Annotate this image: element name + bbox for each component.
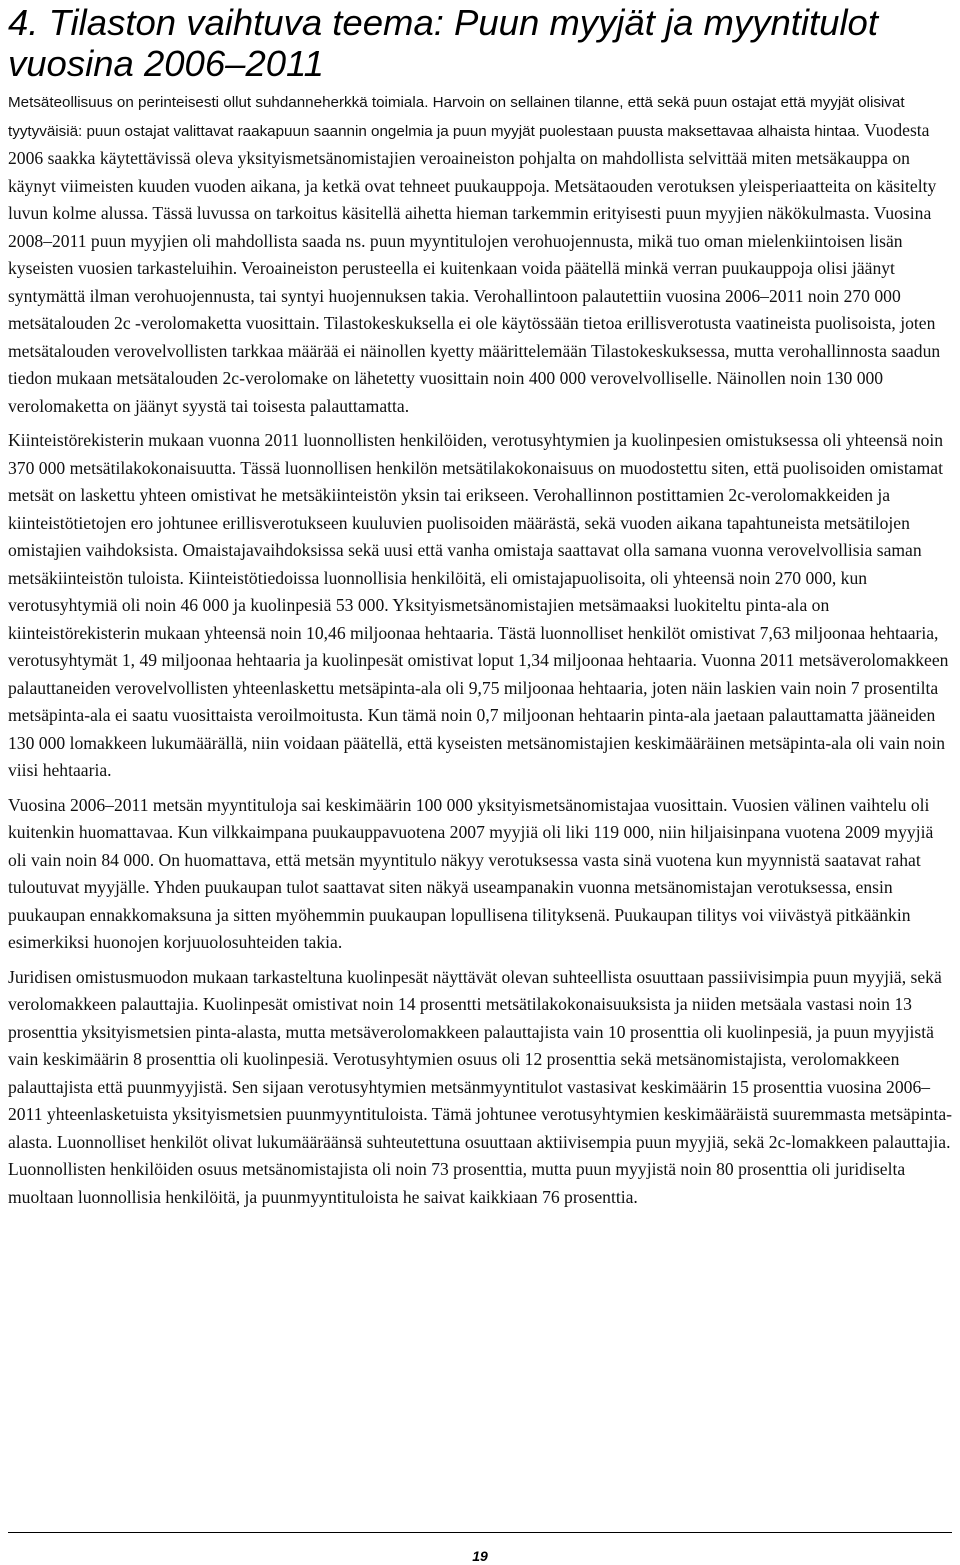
section-heading: 4. Tilaston vaihtuva teema: Puun myyjät ja myyntitulot vuosina 2006–2011 [8, 2, 878, 84]
paragraph-sellers [8, 792, 954, 957]
paragraph-text: Vuodesta 2006 saakka käytettävissä oleva yksityismetsänomistajien veroaineiston pohjalta on mahdollista selvittää miten metsäkauppa on käynyt viimeisten kuuden vuoden aikana, ja ketkä ovat tehneet puukauppoja. Metsätaouden verotuksen yleisperiaatteita on käsitelty luvun kolme alussa. Tässä luvussa on tarkoitus käsitellä aihetta hieman tarkemmin erityisesti puun myyjien näkökulmasta. Vuosina 2008–2011 puun myyjien oli mahdollista saada ns. puun myyntitulojen verohuojennusta, mikä tuo oman mielenkiintoisen lisän kyseisten vuosien tarkasteluihin. Veroaineiston perusteella ei kuitenkaan voida päätellä minkä verran puukauppoja olisi jäänyt syntymättä ilman verohuojennusta, tai syntyi huojennuksen takia. Verohallintoon palautettiin vuosina 2006–2011 noin 270 000 metsätalouden 2c -verolomaketta vuosittain. Tilastokeskuksella ei ole käytössään tietoa erillisverotusta vaatineista puolisoista, joten metsätalouden verovelvollisten tarkkaa määrää ei näinollen kyetty määrittelemään Tilastokeskuksessa, mutta verohallinnosta saadun tiedon mukaan metsätalouden 2c-verolomake on lähetetty vuosittain noin 400 000 verovelvolliselle. Näinollen noin 130 000 verolomaketta on jäänyt syystä tai toisesta palauttamatta. [8, 119, 941, 416]
page-number: 19 [472, 1548, 488, 1564]
paragraph-intro [8, 88, 954, 420]
paragraph-property-register [8, 427, 954, 785]
paragraph-text: Juridisen omistusmuodon mukaan tarkasteltuna kuolinpesät näyttävät olevan suhteellista osuuttaan passiivisimpia puun myyjiä, sekä verolomakkeen palauttajia. Kuolinpesät omistivat noin 14 prosentti metsätilakokonaisuuksista ja niiden metsäala vastasi noin 13 prosenttia yksityismetsien pinta-alasta, mutta metsäverolomakkeen palauttajista vain 10 prosenttia oli kuolinpesiä, ja puun myyjistä vain keskimäärin 8 prosenttia oli kuolinpesiä. Verotusyhtymien osuus oli 12 prosenttia sekä metsänomistajista, verolomakkeen palauttajista että puunmyyjistä. Sen sijaan verotusyhtymien metsänmyyntitulot vastasivat keskimäärin 15 prosenttia vuosina 2006–2011 yhteenlasketuista yksityismetsien puunmyyntituloista. Tämä johtunee verotusyhtymien keskimääräistä suuremmasta metsäpinta-alasta. Luonnolliset henkilöt olivat lukumääräänsä suhteutettuna osuuttaan aktiivisempia puun myyjiä, sekä 2c-lomakkeen palauttajia. Luonnollisten henkilöiden osuus metsänomistajista oli noin 73 prosenttia, mutta puun myyjistä noin 80 prosenttia oli juridiselta muoltaan luonnollisia henkilöitä, ja puunmyyntituloista he saivat kaikkiaan 76 prosenttia. [8, 966, 953, 1207]
paragraph-ownership-forms [8, 964, 954, 1212]
paragraph-text: Vuosina 2006–2011 metsän myyntituloja sai keskimäärin 100 000 yksityismetsänomistajaa vuosittain. Vuosien välinen vaihtelu oli kuitenkin huomattavaa. Kun vilkkaimpana puukauppavuotena 2007 myyjiä oli liki 119 000, niin hiljaisinpana vuotena 2009 myyjiä oli vain noin 84 000. On huomattava, että metsän myyntitulo näkyy verotuksessa vasta sinä vuotena kun myynnistä saatavat rahat tuloutuvat myyjälle. Yhden puukaupan tulot saattavat siten näkyä useampanakin vuonna metsänomistajan verotuksessa, ensin puukaupan ennakkomaksuna ja sitten myöhemmin puukaupan lopullisena tilityksenä. Puukaupan tilitys voi viivästyä pitkäänkin esimerkiksi huonojen korjuuolosuhteiden takia. [8, 794, 934, 952]
body-text [8, 88, 954, 1218]
footer-divider [8, 1532, 952, 1533]
intro-sentences: Metsäteollisuus on perinteisesti ollut suhdanneherkkä toimiala. Harvoin on sellainen tilanne, että sekä puun ostajat että myyjät olisivat tyytyväisiä: puun ostajat valittavat raakapuun saannin ongelmia ja puun myyjät puolestaan puusta maksettavaa alhaista hintaa. [8, 94, 905, 140]
paragraph-text: Kiinteistörekisterin mukaan vuonna 2011 luonnollisten henkilöiden, verotusyhtymien ja kuolinpesien omistuksessa oli yhteensä noin 370 000 metsätilakokonaisuutta. Tässä luonnollisen henkilön metsätilakokonaisuus on muodostettu siten, että puolisoiden omistamat metsät on laskettu yhteen omistivat he metsäkiinteistön yksin tai erikseen. Verohallinnon postittamien 2c-verolomakkeiden ja kiinteistötietojen ero johtunee erillisverotukseen kuuluvien puolisoiden määrästä, sekä vuoden aikana tapahtuneista metsätilojen omistajien vaihdoksista. Omaistajavaihdoksissa sekä uusi että vanha omistaja saattavat olla samana vuonna verovelvollisia saman metsäkiinteistön tuloista. Kiinteistötiedoissa luonnollisia henkilöitä, eli omistajapuolisoita, oli yhteensä noin 270 000, kun verotusyhtymiä oli noin 46 000 ja kuolinpesiä 53 000. Yksityismetsänomistajien metsämaaksi luokiteltu pinta-ala on kiinteistörekisterin mukaan yhteensä noin 10,46 miljoonaa hehtaaria. Tästä luonnolliset henkilöt omistivat 7,63 miljoonaa hehtaaria, verotusyhtymät 1, 49 miljoonaa hehtaaria ja kuolinpesät omistivat loput 1,34 miljoonaa hehtaaria. Vuonna 2011 metsäverolomakkeen palauttaneiden verovelvollisten yhteenlaskettu metsäpinta-ala oli 9,75 miljoonaa hehtaaria, joten näin laskien vain noin 7 prosentilta metsäpinta-ala ei saatu vuosittaista veroilmoitusta. Kun tämä noin 0,7 miljoonan hehtaarin pinta-ala jaetaan palauttamatta jääneiden 130 000 lomakkeen lukumäärällä, niin voidaan päätellä, että kyseisten metsänomistajien keskimääräinen metsäpinta-ala oli vain noin viisi hehtaaria. [8, 430, 949, 780]
